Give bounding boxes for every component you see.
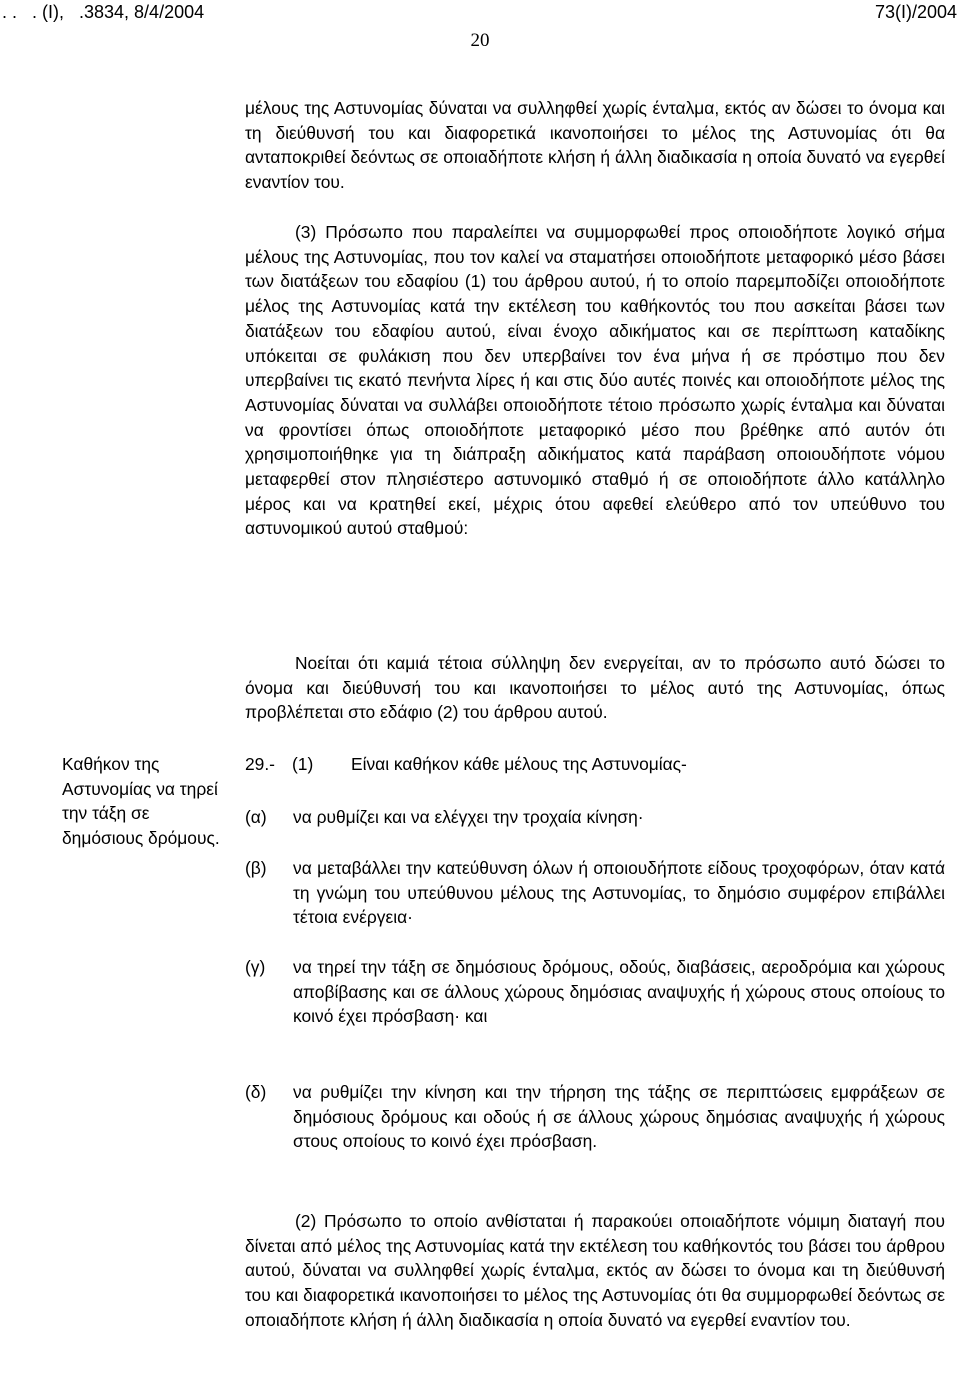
paragraph-subsection-2: (2) Πρόσωπο το οποίο ανθίσταται ή παρακούει οποιαδήποτε νόμιμη διαταγή που δίνεται από μέλος της Αστυνομίας κατά την εκτέλεση του καθήκοντός του βάσει του άρθρου αυτού, δύναται να συλληφθεί χωρίς ένταλμα, εκτός αν δώσει το όνομα και τη διεύθυνσή του και διαφορετικά ικανοποιήσει το μέλος της Αστυνομίας ότι θα συμμορφωθεί δεόντως σε οποιαδήποτε κλήση ή άλλη διαδικασία η οποία δυνατό να εγερθεί εναντίον του. <box>245 1211 945 1330</box>
item-text: να τηρεί την τάξη σε δημόσιους δρόμους, οδούς, διαβάσεις, αεροδρόμια και χώρους αποβίβασης και σε άλλους χώρους δημόσιας αναψυχής ή χώρους στους οποίους το κοινό έχει πρόσβαση· και <box>293 957 945 1027</box>
item-label: (α) <box>245 807 267 827</box>
item-label: (δ) <box>245 1082 267 1102</box>
page-number: 20 <box>470 30 490 51</box>
margin-note: Καθήκον της Αστυνομίας να τηρεί την τάξη σε δημόσιους δρόμους. <box>62 754 220 849</box>
gazette-reference: . . . (Ι), .3834, 8/4/2004 <box>2 2 205 22</box>
item-label: (γ) <box>245 957 266 977</box>
item-label: (β) <box>245 858 267 878</box>
item-text: να ρυθμίζει και να ελέγχει την τροχαία κίνηση· <box>293 807 644 827</box>
section-text: Είναι καθήκον κάθε μέλους της Αστυνομίας- <box>351 754 687 774</box>
item-text: να ρυθμίζει την κίνηση και την τήρηση της τάξης σε περιπτώσεις εμφράξεων σε δημόσιους δρόμους και οδούς ή σε άλλους χώρους δημόσιας αναψυχής ή χώρους στους οποίους το κοινό έχει πρόσβαση. <box>293 1082 945 1152</box>
subsection-number: (1) <box>292 754 314 774</box>
paragraph-continuation: μέλους της Αστυνομίας δύναται να συλληφθεί χωρίς ένταλμα, εκτός αν δώσει το όνομα και τη διεύθυνσή του και διαφορετικά ικανοποιήσει το μέλος της Αστυνομίας ότι θα ανταποκριθεί δεόντως σε οποιαδήποτε κλήση ή άλλη διαδικασία η οποία δυνατό να εγερθεί εναντίον του. <box>245 98 945 193</box>
item-text: να μεταβάλλει την κατεύθυνση όλων ή οποιουδήποτε είδους τροχοφόρων, όταν κατά τη γνώμη του υπεύθυνου μέλους της Αστυνομίας, το δημόσιο συμφέρον επιβάλλει τέτοια ενέργεια· <box>293 858 945 928</box>
paragraph-proviso: Νοείται ότι καμιά τέτοια σύλληψη δεν ενεργείται, αν το πρόσωπο αυτό δώσει το όνομα και διεύθυνσή του και ικανοποιήσει το μέλος αυτό της Αστυνομίας, όπως προβλέπεται στο εδάφιο (2) του άρθρου αυτού. <box>245 653 945 723</box>
law-number: 73(Ι)/2004 <box>874 2 957 22</box>
section-number: 29.- <box>245 754 275 774</box>
page-header <box>0 0 960 30</box>
section-heading <box>245 752 945 851</box>
paragraph-subsection-3: (3) Πρόσωπο που παραλείπει να συμμορφωθεί προς οποιοδήποτε λογικό σήμα μέλους της Αστυνομίας, που τον καλεί να σταματήσει οποιοδήποτε μεταφορικό μέσο βάσει των διατάξεων του εδαφίου (1) του άρθρου αυτού, ή το οποίο παρεμποδίζει οποιοδήποτε μέλος της Αστυνομίας κατά την εκτέλεση του καθήκοντός του που ασκείται βάσει των διατάξεων του εδαφίου αυτού, είναι ένοχο αδικήματος και σε περίπτωση καταδίκης υπόκειται σε φυλάκιση που δεν υπερβαίνει τον ένα μήνα ή σε πρόστιμο που δεν υπερβαίνει τις εκατό πενήντα λίρες ή και στις δύο αυτές ποινές και οποιοδήποτε μέλος της Αστυνομίας δύναται να συλλάβει οποιοδήποτε τέτοιο πρόσωπο χωρίς ένταλμα και δύναται να φροντίσει όπως οποιοδήποτε μεταφορικό μέσο που βρέθηκε από αυτόν ότι χρησιμοποιήθηκε για τη διάπραξη αδικήματος κατά παράβαση οποιουδήποτε νόμου μεταφερθεί στον πλησιέστερο αστυνομικό σταθμό ή σε οποιοδήποτε άλλο κατάλληλο μέρος και να κρατηθεί εκεί, μέχρις ότου αφεθεί ελεύθερο από τον υπεύθυνο του αστυνομικού αυτού σταθμού: <box>245 222 945 539</box>
